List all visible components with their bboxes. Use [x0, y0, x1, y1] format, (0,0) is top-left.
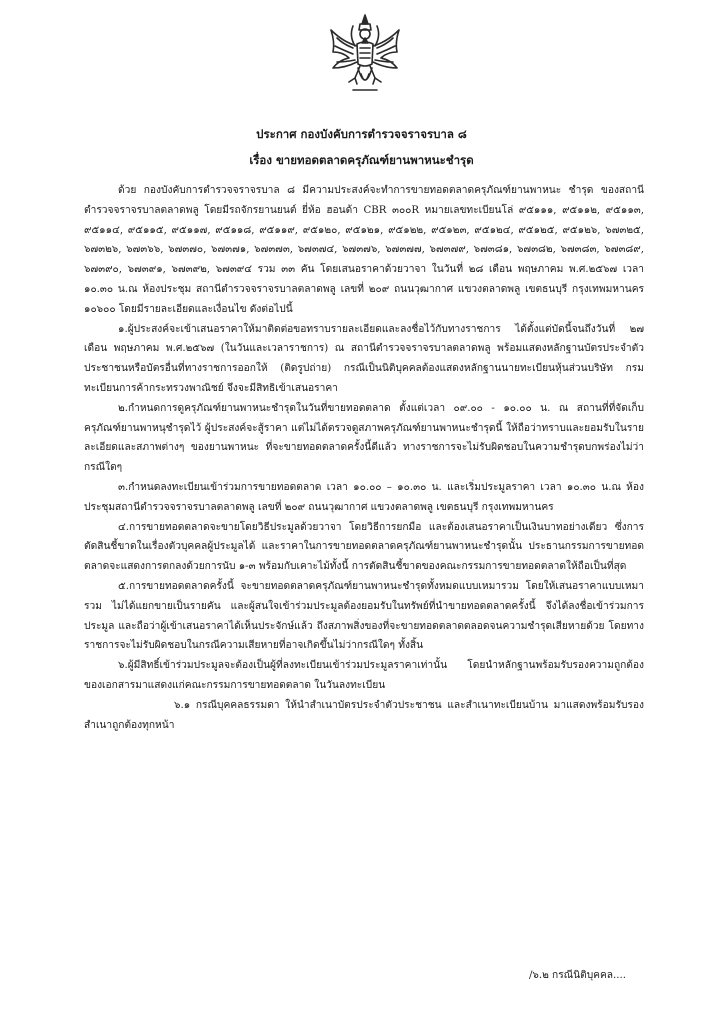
- intro-paragraph: ด้วย กองบังคับการตำรวจจราจรบาล ๘ มีความประสงค์จะทำการขายทอดตลาดครุภัณฑ์ยานพาหนะ ชำรุด ของสถานีตำรวจจราจรบาลตลาดพลู โดยมีรถจักรยานยนต์ ยี่ห้อ ฮอนด้า CBR ๓๐๐R หมายเลขทะเบียนโล่ ๙๕๑๑๑, ๙๕๑๑๒, ๙๕๑๑๓, ๙๕๑๑๔, ๙๕๑๑๕, ๙๕๑๑๗, ๙๕๑๑๘, ๙๕๑๑๙, ๙๕๑๒๐, ๙๕๑๒๑, ๙๕๑๒๒, ๙๕๑๒๓, ๙๕๑๒๔, ๙๕๑๒๕, ๙๕๑๒๖, ๖๗๓๒๕, ๖๗๓๒๖, ๖๗๓๖๖, ๖๗๓๗๐, ๖๗๓๗๑, ๖๗๓๗๓, ๖๗๓๗๔, ๖๗๓๗๖, ๖๗๓๗๗, ๖๗๓๗๙, ๖๗๓๘๑, ๖๗๓๘๒, ๖๗๓๘๓, ๖๗๓๘๙, ๖๗๓๙๐, ๖๗๓๙๑, ๖๗๓๙๒, ๖๗๓๙๔ รวม ๓๓ คัน โดยเสนอราคาด้วยวาจา ในวันที่ ๒๘ เดือน พฤษภาคม พ.ศ.๒๕๖๗ เวลา ๑๐.๓๐ น.ณ ห้องประชุม สถานีตำรวจจราจรบาลตลาดพลู เลขที่ ๒๐๙ ถนนวุฒากาศ แขวงตลาดพลู เขตธนบุรี กรุงเทพมหานคร ๑๐๖๐๐ โดยมีรายละเอียดและเงื่อนไข ดังต่อไปนี้: [84, 185, 644, 315]
- garuda-emblem-icon: [325, 12, 405, 96]
- clause-6-1-paragraph: ๖.๑ กรณีบุคคลธรรมดา ให้นำสำเนาบัตรประจำตัวประชาชน และสำเนาทะเบียนบ้าน มาแสดงพร้อมรับรองสำเนาถูกต้องทุกหน้า: [84, 699, 644, 731]
- clause-1-paragraph: ๑.ผู้ประสงค์จะเข้าเสนอราคาให้มาติดต่อขอทราบรายละเอียดและลงชื่อไว้กับทางราชการ ได้ตั้งแต่บัดนี้จนถึงวันที่ ๒๗ เดือน พฤษภาคม พ.ศ.๒๕๖๗ (ในวันและเวลาราชการ) ณ สถานีตำรวจจราจรบาลตลาดพลู พร้อมแสดงหลักฐานบัตรประจำตัวประชาชนหรือบัตรอื่นที่ทางราชการออกให้ (ติดรูปถ่าย) กรณีเป็นนิติบุคคลต้องแสดงหลักฐานนายทะเบียนหุ้นส่วนบริษัท กรมทะเบียนการค้ากระทรวงพาณิชย์ จึงจะมีสิทธิเข้าเสนอราคา: [84, 323, 644, 394]
- announcement-subject: เรื่อง ขายทอดตลาดครุภัณฑ์ยานพาหนะชำรุด: [249, 153, 474, 167]
- announcement-body: [84, 181, 644, 735]
- clause-6-paragraph: ๖.ผู้มีสิทธิ์เข้าร่วมประมูลจะต้องเป็นผู้ที่ลงทะเบียนเข้าร่วมประมูลราคาเท่านั้น โดยนำหลักฐานพร้อมรับรองความถูกต้องของเอกสารมาแสดงแก่คณะกรรมการขายทอดตลาด ในวันลงทะเบียน: [84, 660, 644, 691]
- continuation-note: /๖.๒ กรณีนิติบุคคล....: [528, 970, 626, 981]
- clause-2-paragraph: ๒.กำหนดการดูครุภัณฑ์ยานพาหนะชำรุดในวันที่ขายทอดตลาด ตั้งแต่เวลา ๐๙.๐๐ - ๑๐.๐๐ น. ณ สถานที่ที่จัดเก็บครุภัณฑ์ยานพาหนุชำรุดไว้ ผู้ประสงค์จะสู้ราคา แต่ไม่ได้ตรวจดูสภาพครุภัณฑ์ยานพาหนะชำรุดนี้ ให้ถือว่าทราบและยอมรับในรายละเอียดและสภาพต่างๆ ของยานพาหนะ ที่จะขายทอดตลาดครั้งนี้ดีแล้ว ทางราชการจะไม่รับผิดชอบในความชำรุดบกพร่องไม่ว่ากรณีใดๆ: [84, 402, 644, 474]
- clause-3-paragraph: ๓.กำหนดลงทะเบียนเข้าร่วมการขายทอดตลาด เวลา ๑๐.๐๐ – ๑๐.๓๐ น. และเริ่มประมูลราคา เวลา ๑๐.๓๐ น.ณ ห้องประชุมสถานีตำรวจจราจรบาลตลาดพลู เลขที่ ๒๐๙ ถนนวุฒากาศ แขวงตลาดพลู เขตธนบุรี กรุงเทพมหานคร: [84, 481, 644, 513]
- clause-4-paragraph: ๔.การขายทอดตลาดจะขายโดยวิธีประมูลด้วยวาจา โดยวิธีการยกมือ และต้องเสนอราคาเป็นเงินบาทอย่างเดียว ซึ่งการตัดสินชี้ขาดในเรื่องตัวบุคคลผู้ประมูลได้ และราคาในการขายทอดตลาดครุภัณฑ์ยานพาหนะชำรุดนั้น ประธานกรรมการขายทอดตลาดจะแสดงการตกลงด้วยการนับ ๑-๓ พร้อมกับเคาะไม้ทั้งนี้ การตัดสินชี้ขาดของคณะกรรมการขายทอดตลาดให้ถือเป็นที่สุด: [84, 521, 644, 573]
- clause-5-paragraph: ๕.การขายทอดตลาดครั้งนี้ จะขายทอดตลาดครุภัณฑ์ยานพาหนะชำรุดทั้งหมดแบบเหมารวม โดยให้เสนอราคาแบบเหมารวม ไม่ได้แยกขายเป็นรายคัน และผู้สนใจเข้าร่วมประมูลต้องยอมรับในทรัพย์ที่นำขายทอดตลาดครั้งนี้ จึงได้ลงชื่อเข้าร่วมการประมูล และถือว่าผู้เข้าเสนอราคาได้เห็นประจักษ์แล้ว ถึงสภาพสิ่งของที่จะขายทอดตลาดตลอดจนความชำรุดเสียหายด้วย โดยทางราชการจะไม่รับผิดชอบในกรณีความเสียหายที่อาจเกิดขึ้นไม่ว่ากรณีใดๆ ทั้งสิ้น: [84, 580, 644, 652]
- announcement-title: ประกาศ กองบังคับการตำรวจจราจรบาล ๘: [256, 127, 467, 141]
